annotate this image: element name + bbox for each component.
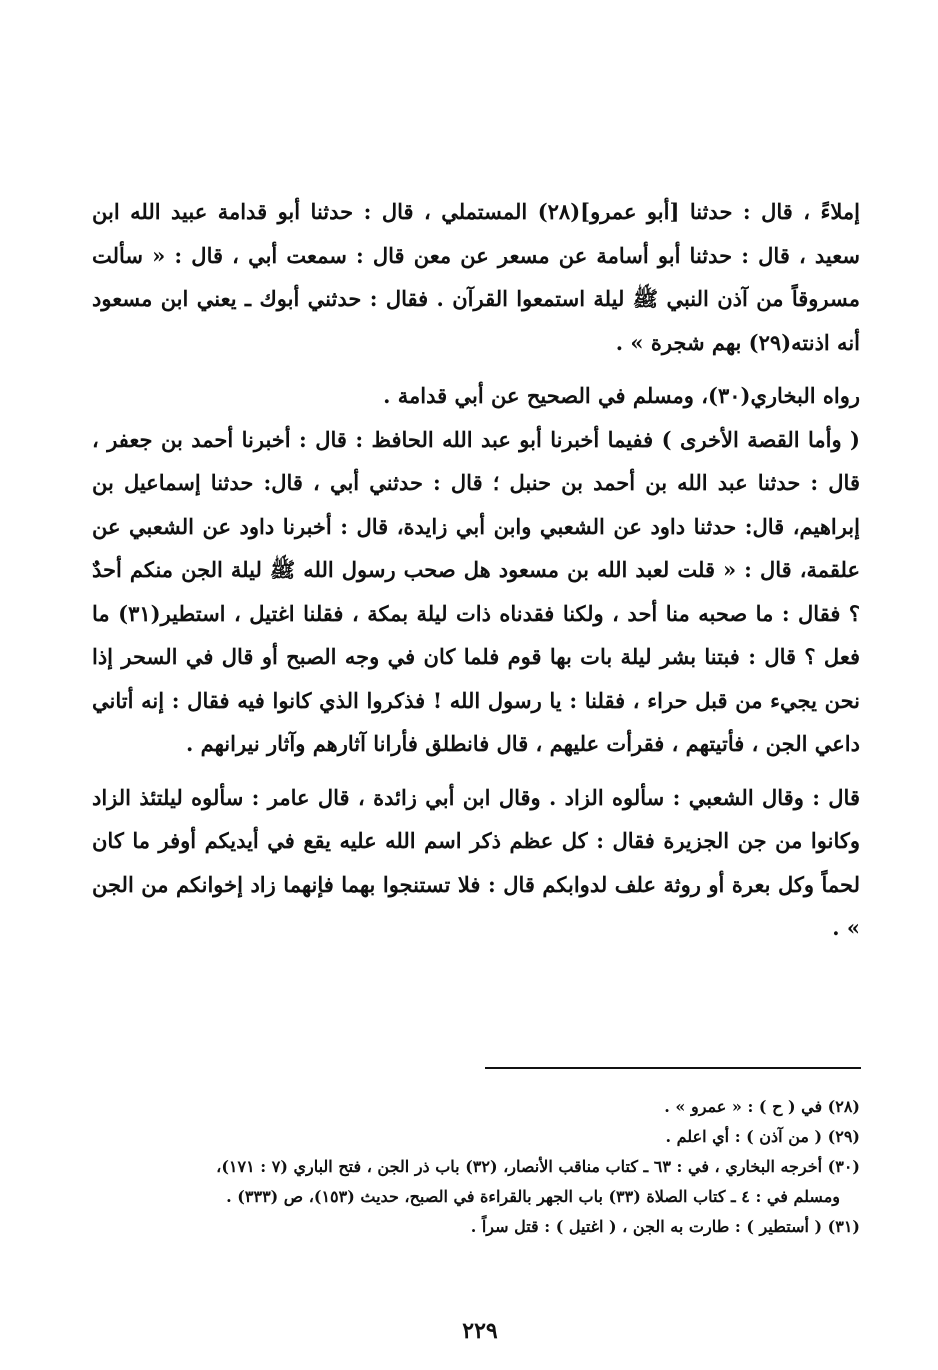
- page-number: ٢٢٩: [462, 1318, 498, 1344]
- main-text: [92, 190, 860, 950]
- footnote-divider: [485, 1067, 861, 1069]
- footnote-31: (٣١) ( أستطير ) : طارت به الجن ، ( اغتيل ) : قتل سراً .: [470, 1217, 860, 1236]
- footnote-29: (٢٩) ( من آذن ) : أي اعلم .: [665, 1127, 860, 1146]
- footnote-30: (٣٠) أخرجه البخاري ، في : ٦٣ ـ كتاب مناقب الأنصار، (٣٢) باب ذر الجن ، فتح الباري (٧ : ١٧١)،: [216, 1157, 860, 1176]
- footnotes: [92, 1092, 860, 1242]
- paragraph-bukhari-note: رواه البخاري(٣٠)، ومسلم في الصحيح عن أبي قدامة .: [383, 383, 860, 408]
- paragraph-isnad-masruq: إملاءً ، قال : حدثنا [أبو عمرو](٢٨) المستملي ، قال : حدثنا أبو قدامة عبيد الله ابن سعيد ، قال : حدثنا أبو أسامة عن مسعر عن معن قال : سمعت أبي ، قال : « سألت مسروقاً من آذن النبي ﷺ ليلة استمعوا القرآن . فقال : حدثني أبوك ـ يعني ابن مسعود أنه اذنته(٢٩) بهم شجرة » .: [92, 199, 860, 355]
- footnote-28: (٢٨) في ( ح ) : « عمرو » .: [664, 1097, 860, 1116]
- footnote-30-continued: ومسلم في : ٤ ـ كتاب الصلاة (٣٣) باب الجهر بالقراءة في الصبح، حديث (١٥٣)، ص (٣٣٣) .: [226, 1187, 840, 1206]
- paragraph-jinn-story: ( وأما القصة الأخرى ) ففيما أخبرنا أبو عبد الله الحافظ : قال : أخبرنا أحمد بن جعفر ، قال : حدثنا عبد الله بن أحمد بن حنبل ؛ قال : حدثني أبي ، قال: حدثنا إسماعيل بن إبراهيم، قال: حدثنا داود عن الشعبي وابن أبي زايدة، قال : أخبرنا داود عن الشعبي عن علقمة، قال : « قلت لعبد الله بن مسعود هل صحب رسول الله ﷺ ليلة الجن منكم أحدٌ ؟ فقال : ما صحبه منا أحد ، ولكنا فقدناه ذات ليلة بمكة ، فقلنا اغتيل ، استطير(٣١) ما فعل ؟ قال : فبتنا بشر ليلة بات بها قوم فلما كان في وجه الصبح أو قال في السحر إذا نحن يجيء من قبل حراء ، فقلنا : يا رسول الله ! فذكروا الذي كانوا فيه فقال : إنه أتاني داعي الجن ، فأتيتهم ، فقرأت عليهم ، قال فانطلق فأرانا آثارهم وآثار نيرانهم .: [92, 426, 860, 756]
- paragraph-shabi: قال : وقال الشعبي : سألوه الزاد . وقال ابن أبي زائدة ، قال عامر : سألوه ليلتئذ الزاد وكانوا من جن الجزيرة فقال : كل عظم ذكر اسم الله عليه يقع في أيديكم أوفر ما كان لحماً وكل بعرة أو روثة علف لدوابكم قال : فلا تستنجوا بهما فإنهما زاد إخوانكم من الجن » .: [92, 784, 860, 940]
